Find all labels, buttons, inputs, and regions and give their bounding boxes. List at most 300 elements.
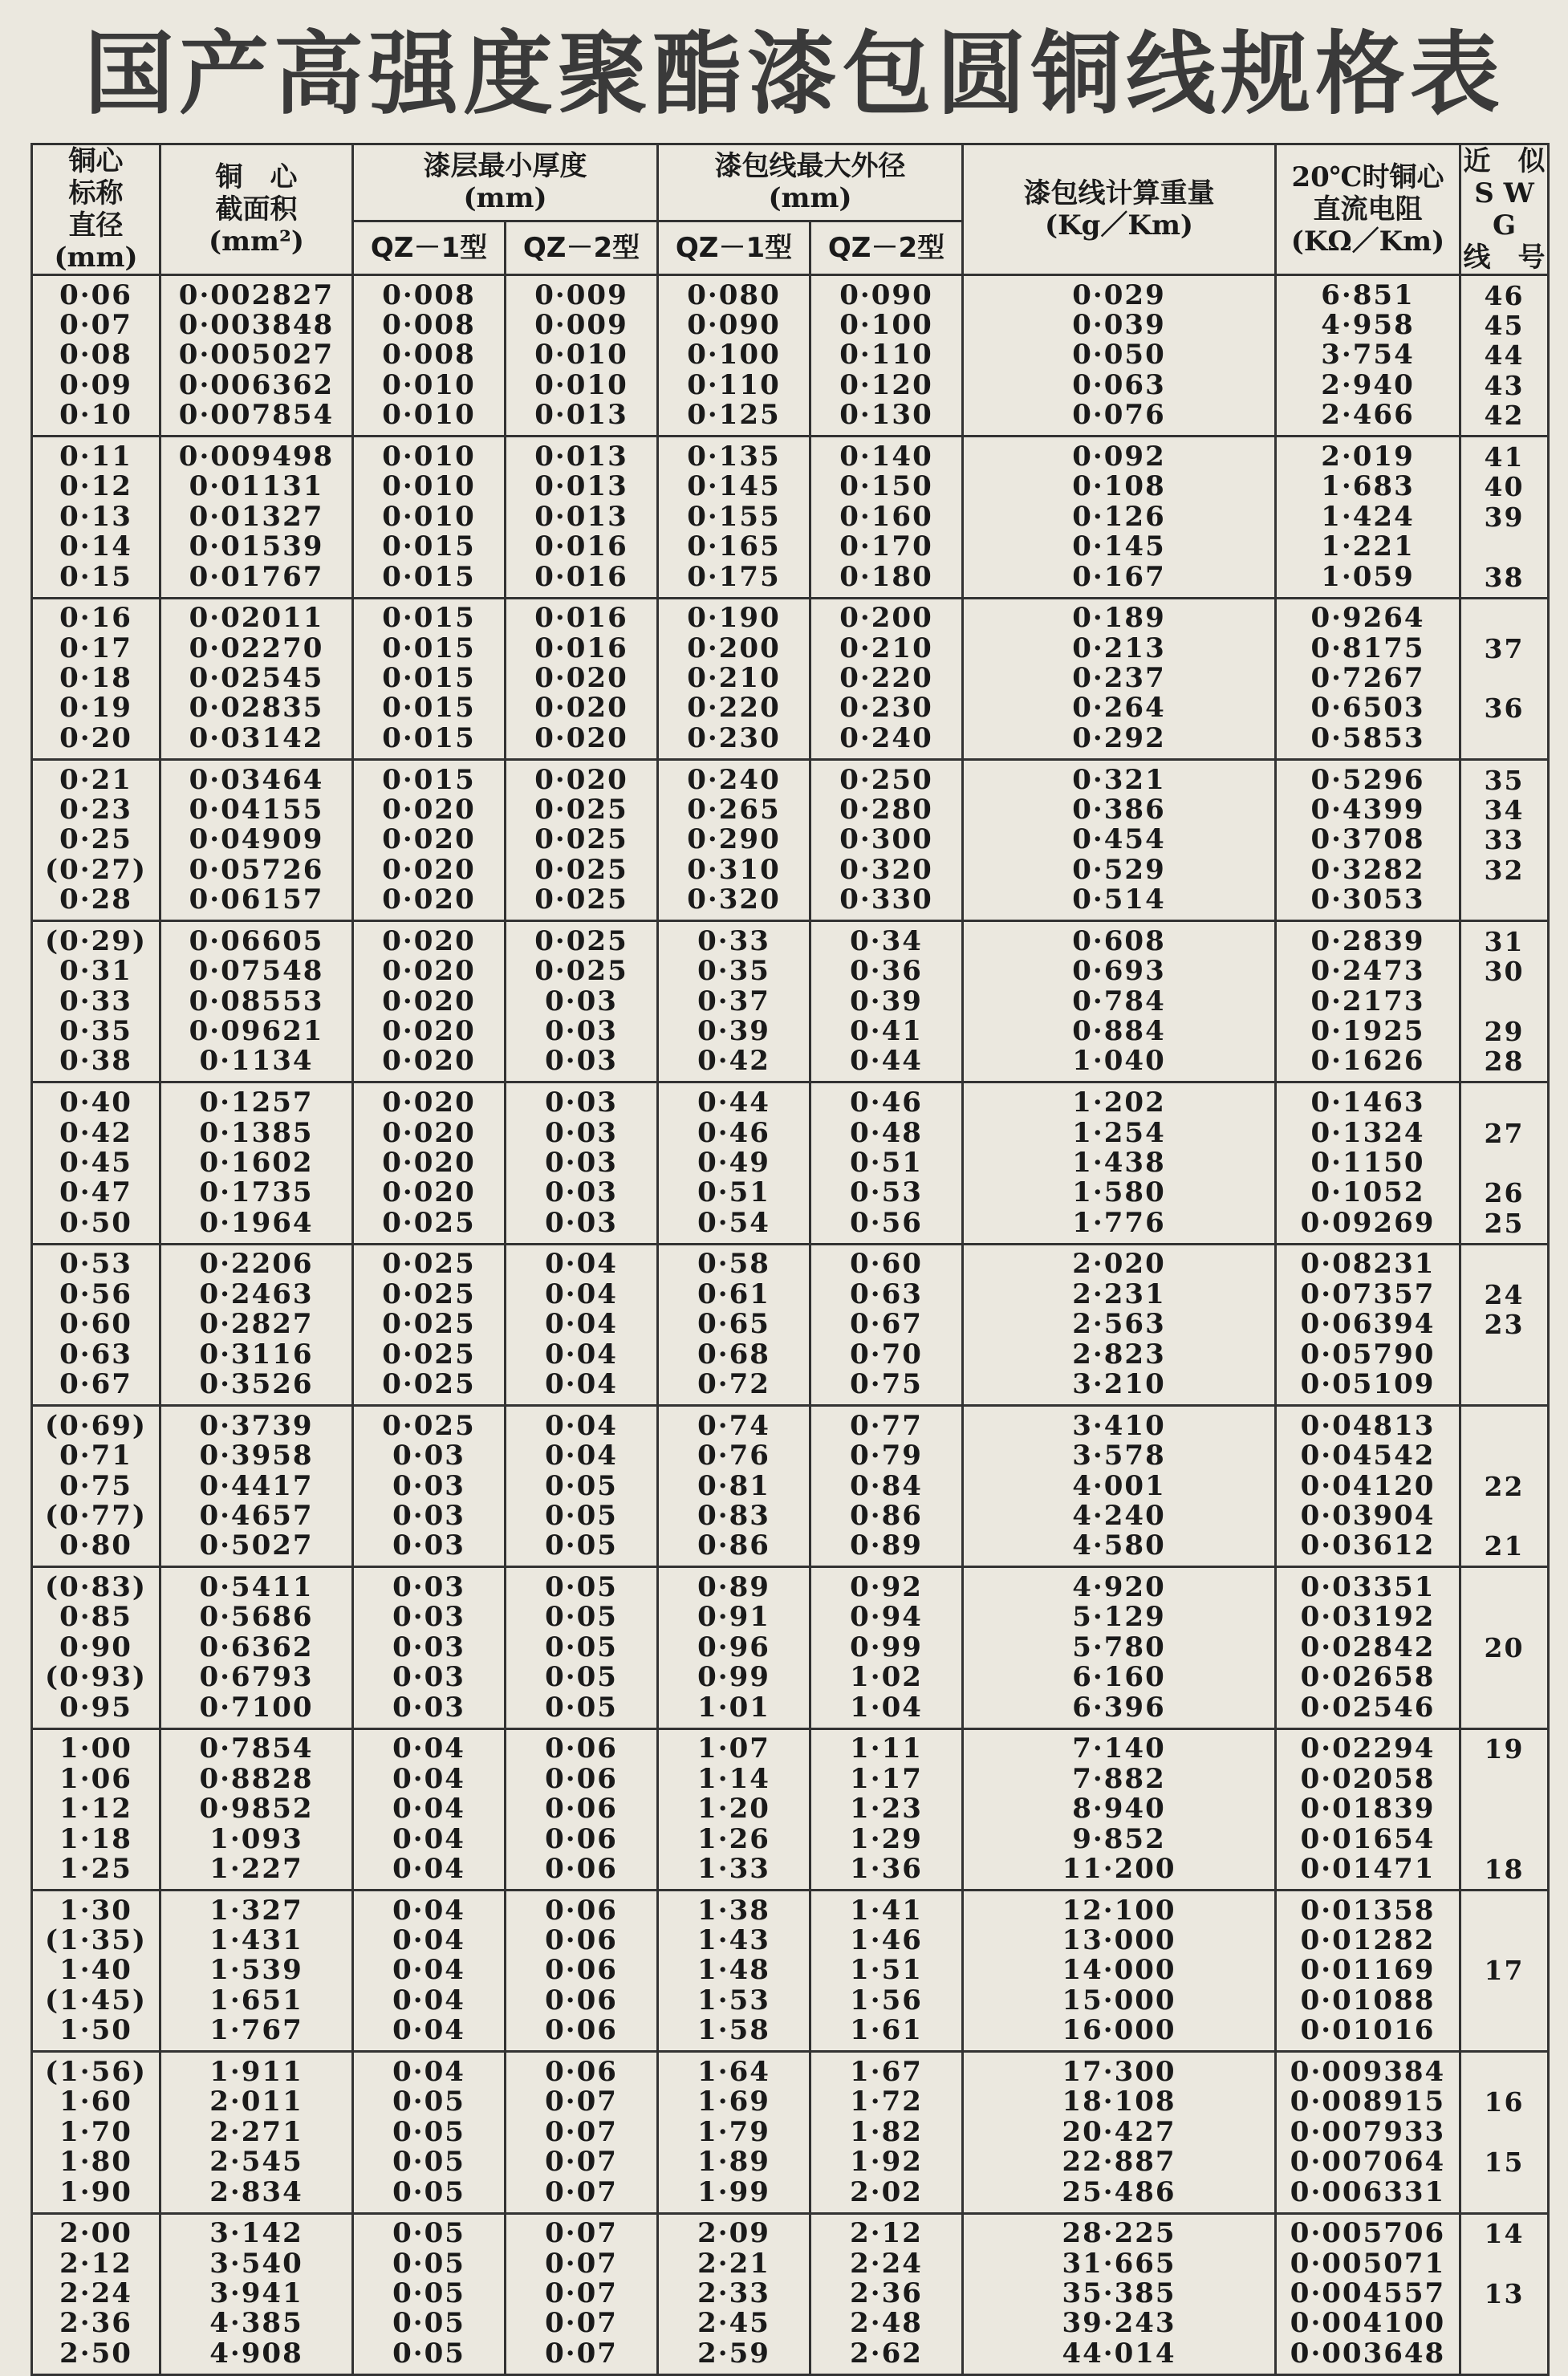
cell-area	[160, 1567, 353, 1728]
outer-qz1-value: 0·230	[687, 721, 781, 754]
outer-qz2-value: 1·11	[850, 1732, 923, 1765]
thickness-qz1-value: 0·020	[382, 793, 476, 826]
thickness-qz1-value: 0·025	[382, 1206, 476, 1239]
thickness-qz1-value: 0·025	[382, 1277, 476, 1310]
thickness-qz2-value: 0·009	[534, 309, 628, 342]
thickness-qz2-value: 0·025	[534, 853, 628, 886]
thickness-qz2-value: 0·06	[545, 1894, 618, 1927]
swg-value: 26	[1484, 1177, 1525, 1209]
thickness-qz2-value: 0·03	[545, 1045, 618, 1078]
thickness-qz2-value: 0·05	[545, 1631, 618, 1663]
outer-qz1-value: 0·51	[697, 1176, 770, 1209]
thickness-qz1-value: 0·03	[392, 1661, 465, 1694]
area-value: 0·1602	[199, 1146, 314, 1179]
swg-value: 45	[1484, 310, 1525, 342]
thickness-qz1-value: 0·03	[392, 1631, 465, 1663]
area-value: 0·1385	[199, 1116, 314, 1149]
thickness-qz1-value: 0·015	[382, 763, 476, 796]
diameter-value: 2·50	[59, 2337, 132, 2370]
cell-outer-qz1	[658, 275, 810, 437]
resistance-value: 0·01282	[1300, 1924, 1436, 1956]
thickness-qz2-value: 0·013	[534, 470, 628, 503]
swg-value	[1461, 1441, 1547, 1471]
diameter-value: 0·50	[59, 1206, 132, 1239]
diameter-value: (1·35)	[45, 1924, 147, 1956]
resistance-value: 4·958	[1321, 309, 1415, 342]
outer-qz2-value: 0·77	[850, 1409, 923, 1442]
outer-qz1-value: 0·210	[687, 662, 781, 695]
outer-qz1-value: 2·45	[697, 2307, 770, 2340]
swg-value: 21	[1484, 1530, 1525, 1562]
outer-qz2-value: 1·17	[850, 1762, 923, 1795]
outer-qz1-value: 0·83	[697, 1499, 770, 1532]
thickness-qz1-value: 0·05	[392, 2175, 465, 2208]
resistance-value: 0·5853	[1310, 721, 1425, 754]
weight-value: 8·940	[1072, 1793, 1166, 1826]
resistance-value: 0·7267	[1310, 662, 1425, 695]
area-value: 1·911	[209, 2055, 303, 2088]
thickness-qz1-value: 0·020	[382, 823, 476, 856]
outer-qz1-value: 1·07	[697, 1732, 770, 1765]
weight-value: 0·237	[1072, 662, 1166, 695]
swg-value	[1461, 1249, 1547, 1279]
diameter-value: 0·53	[59, 1248, 132, 1281]
cell-weight	[963, 437, 1276, 598]
outer-qz2-value: 0·63	[850, 1277, 923, 1310]
outer-qz1-value: 0·200	[687, 632, 781, 664]
thickness-qz2-value: 0·04	[545, 1308, 618, 1341]
area-value: 0·02545	[189, 662, 324, 695]
outer-qz2-value: 0·220	[839, 662, 933, 695]
area-value: 0·5411	[199, 1571, 314, 1603]
area-value: 2·271	[209, 2115, 303, 2148]
outer-qz2-value: 0·86	[850, 1499, 923, 1532]
diameter-value: 0·18	[59, 662, 132, 695]
thickness-qz1-value: 0·025	[382, 1409, 476, 1442]
area-value: 0·7100	[199, 1691, 314, 1724]
cell-swg	[1460, 275, 1549, 437]
weight-value: 0·608	[1072, 924, 1166, 957]
weight-value: 25·486	[1062, 2175, 1176, 2208]
cell-resistance	[1276, 1890, 1460, 2051]
thickness-qz1-value: 0·020	[382, 1015, 476, 1048]
thickness-qz1-value: 0·020	[382, 1086, 476, 1119]
thickness-qz2-value: 0·04	[545, 1338, 618, 1371]
thickness-qz2-value: 0·06	[545, 1954, 618, 1987]
area-value: 0·6362	[199, 1631, 314, 1663]
outer-qz2-value: 1·29	[850, 1822, 923, 1855]
outer-qz2-value: 0·44	[850, 1045, 923, 1078]
cell-outer-qz2	[810, 275, 963, 437]
weight-value: 0·050	[1072, 339, 1166, 372]
thickness-qz2-value: 0·07	[545, 2307, 618, 2340]
outer-qz1-value: 0·39	[697, 1015, 770, 1048]
diameter-value: 0·85	[59, 1601, 132, 1634]
thickness-qz1-value: 0·04	[392, 1852, 465, 1885]
thickness-qz1-value: 0·04	[392, 1954, 465, 1987]
cell-diameter	[32, 2052, 160, 2213]
outer-qz2-value: 0·180	[839, 560, 933, 593]
resistance-value: 0·03192	[1300, 1601, 1436, 1634]
outer-qz2-value: 1·92	[850, 2146, 923, 2179]
thickness-qz1-value: 0·020	[382, 985, 476, 1017]
thickness-qz2-value: 0·05	[545, 1529, 618, 1562]
swg-value: 43	[1484, 369, 1525, 401]
weight-value: 5·780	[1072, 1631, 1166, 1663]
cell-swg	[1460, 437, 1549, 598]
swg-value: 38	[1484, 561, 1525, 593]
diameter-value: 1·30	[59, 1894, 132, 1927]
resistance-value: 6·851	[1321, 278, 1415, 311]
resistance-value: 0·8175	[1310, 632, 1425, 664]
swg-value: 15	[1484, 2147, 1525, 2179]
outer-qz2-value: 0·51	[850, 1146, 923, 1179]
outer-qz1-value: 2·09	[697, 2217, 770, 2250]
outer-qz1-value: 0·99	[697, 1661, 770, 1694]
diameter-value: 0·45	[59, 1146, 132, 1179]
table-row-group	[32, 1082, 1549, 1244]
outer-qz2-value: 0·210	[839, 632, 933, 664]
thickness-qz1-value: 0·020	[382, 853, 476, 886]
outer-qz2-value: 0·41	[850, 1015, 923, 1048]
swg-value: 20	[1484, 1631, 1525, 1663]
cell-diameter	[32, 1890, 160, 2051]
resistance-value: 0·003648	[1290, 2337, 1446, 2370]
diameter-value: 1·25	[59, 1852, 132, 1885]
outer-qz2-value: 0·230	[839, 692, 933, 725]
outer-qz1-value: 1·33	[697, 1852, 770, 1885]
area-value: 0·002827	[178, 278, 335, 311]
diameter-value: 0·07	[59, 309, 132, 342]
area-value: 4·908	[209, 2337, 303, 2370]
cell-weight	[963, 1244, 1276, 1405]
resistance-value: 0·01016	[1300, 2014, 1436, 2047]
thickness-qz1-value: 0·020	[382, 1176, 476, 1209]
header-resistance: 20℃时铜心 直流电阻 (KΩ／Km)	[1276, 144, 1460, 275]
outer-qz2-value: 0·79	[850, 1440, 923, 1472]
thickness-qz1-value: 0·015	[382, 530, 476, 563]
resistance-value: 0·09269	[1300, 1206, 1436, 1239]
cell-area	[160, 759, 353, 920]
resistance-value: 0·1150	[1310, 1146, 1425, 1179]
outer-qz1-value: 0·86	[697, 1529, 770, 1562]
thickness-qz1-value: 0·025	[382, 1338, 476, 1371]
resistance-value: 0·4399	[1310, 793, 1425, 826]
thickness-qz2-value: 0·04	[545, 1368, 618, 1401]
outer-qz2-value: 0·120	[839, 368, 933, 401]
diameter-value: 0·23	[59, 793, 132, 826]
outer-qz1-value: 0·72	[697, 1368, 770, 1401]
outer-qz2-value: 0·160	[839, 500, 933, 533]
outer-qz2-value: 1·46	[850, 1924, 923, 1956]
outer-qz2-value: 0·140	[839, 440, 933, 473]
cell-diameter	[32, 2213, 160, 2374]
swg-value	[1461, 603, 1547, 633]
thickness-qz1-value: 0·03	[392, 1440, 465, 1472]
swg-value: 14	[1484, 2218, 1525, 2250]
cell-thickness-qz1	[353, 2213, 506, 2374]
outer-qz1-value: 1·69	[697, 2086, 770, 2118]
thickness-qz2-value: 0·06	[545, 1924, 618, 1956]
cell-area	[160, 2052, 353, 2213]
outer-qz1-value: 2·59	[697, 2337, 770, 2370]
outer-qz1-value: 0·310	[687, 853, 781, 886]
thickness-qz2-value: 0·025	[534, 793, 628, 826]
cell-resistance	[1276, 759, 1460, 920]
swg-value	[1461, 532, 1547, 562]
outer-qz2-value: 0·60	[850, 1248, 923, 1281]
thickness-qz1-value: 0·015	[382, 721, 476, 754]
thickness-qz2-value: 0·06	[545, 1762, 618, 1795]
cell-outer-qz2	[810, 1244, 963, 1405]
area-value: 0·9852	[199, 1793, 314, 1826]
thickness-qz2-value: 0·04	[545, 1248, 618, 1281]
weight-value: 1·040	[1072, 1045, 1166, 1078]
resistance-value: 0·01839	[1300, 1793, 1436, 1826]
outer-qz1-value: 0·58	[697, 1248, 770, 1281]
thickness-qz1-value: 0·05	[392, 2146, 465, 2179]
thickness-qz2-value: 0·020	[534, 692, 628, 725]
cell-thickness-qz2	[506, 598, 658, 759]
outer-qz1-value: 0·290	[687, 823, 781, 856]
thickness-qz1-value: 0·015	[382, 662, 476, 695]
weight-value: 44·014	[1062, 2337, 1176, 2370]
thickness-qz1-value: 0·015	[382, 692, 476, 725]
weight-value: 0·063	[1072, 368, 1166, 401]
area-value: 4·385	[209, 2307, 303, 2340]
cell-outer-qz1	[658, 1567, 810, 1728]
resistance-value: 0·004557	[1290, 2277, 1446, 2310]
weight-value: 20·427	[1062, 2115, 1176, 2148]
swg-value	[1461, 2339, 1547, 2369]
thickness-qz2-value: 0·013	[534, 399, 628, 432]
outer-qz1-value: 1·58	[697, 2014, 770, 2047]
cell-swg	[1460, 1567, 1549, 1728]
weight-value: 1·438	[1072, 1146, 1166, 1179]
subheader-thickness-qz1: QZ－1型	[353, 221, 506, 274]
cell-outer-qz1	[658, 2052, 810, 2213]
cell-diameter	[32, 598, 160, 759]
thickness-qz1-value: 0·03	[392, 1499, 465, 1532]
outer-qz1-value: 1·14	[697, 1762, 770, 1795]
outer-qz1-value: 0·37	[697, 985, 770, 1017]
diameter-value: 0·13	[59, 500, 132, 533]
cell-thickness-qz1	[353, 1082, 506, 1244]
weight-value: 0·189	[1072, 602, 1166, 635]
cell-thickness-qz1	[353, 1406, 506, 1567]
outer-qz1-value: 0·125	[687, 399, 781, 432]
diameter-value: 0·12	[59, 470, 132, 503]
diameter-value: 1·06	[59, 1762, 132, 1795]
weight-value: 0·029	[1072, 278, 1166, 311]
outer-qz1-value: 1·89	[697, 2146, 770, 2179]
diameter-value: 0·35	[59, 1015, 132, 1048]
outer-qz2-value: 0·090	[839, 278, 933, 311]
cell-resistance	[1276, 598, 1460, 759]
cell-thickness-qz2	[506, 275, 658, 437]
diameter-value: 1·60	[59, 2086, 132, 2118]
swg-value	[1461, 1765, 1547, 1794]
outer-qz1-value: 0·46	[697, 1116, 770, 1149]
swg-value	[1461, 1602, 1547, 1632]
area-value: 0·1257	[199, 1086, 314, 1119]
outer-qz1-value: 0·42	[697, 1045, 770, 1078]
cell-weight	[963, 1567, 1276, 1728]
diameter-value: 0·20	[59, 721, 132, 754]
diameter-value: 0·28	[59, 883, 132, 916]
cell-resistance	[1276, 1244, 1460, 1405]
cell-weight	[963, 275, 1276, 437]
diameter-value: 0·47	[59, 1176, 132, 1209]
cell-weight	[963, 1890, 1276, 2051]
outer-qz2-value: 2·62	[850, 2337, 923, 2370]
diameter-value: 2·12	[59, 2247, 132, 2280]
weight-value: 1·580	[1072, 1176, 1166, 1209]
cell-outer-qz1	[658, 2213, 810, 2374]
outer-qz1-value: 2·33	[697, 2277, 770, 2310]
cell-diameter	[32, 1406, 160, 1567]
thickness-qz2-value: 0·016	[534, 560, 628, 593]
cell-resistance	[1276, 2213, 1460, 2374]
cell-weight	[963, 2052, 1276, 2213]
outer-qz1-value: 0·320	[687, 883, 781, 916]
outer-qz2-value: 0·240	[839, 721, 933, 754]
thickness-qz2-value: 0·07	[545, 2175, 618, 2208]
thickness-qz2-value: 0·06	[545, 1793, 618, 1826]
cell-resistance	[1276, 275, 1460, 437]
diameter-value: 1·12	[59, 1793, 132, 1826]
resistance-value: 0·9264	[1310, 602, 1425, 635]
outer-qz1-value: 1·79	[697, 2115, 770, 2148]
swg-value	[1461, 1896, 1547, 1926]
weight-value: 0·884	[1072, 1015, 1166, 1048]
area-value: 1·431	[209, 1924, 303, 1956]
outer-qz1-value: 0·165	[687, 530, 781, 563]
table-row-group	[32, 2052, 1549, 2213]
outer-qz1-value: 0·74	[697, 1409, 770, 1442]
resistance-value: 0·05109	[1300, 1368, 1436, 1401]
resistance-value: 0·01654	[1300, 1822, 1436, 1855]
resistance-value: 0·01358	[1300, 1894, 1436, 1927]
cell-thickness-qz2	[506, 1244, 658, 1405]
outer-qz1-value: 2·21	[697, 2247, 770, 2280]
thickness-qz2-value: 0·025	[534, 924, 628, 957]
diameter-value: 0·71	[59, 1440, 132, 1472]
outer-qz2-value: 2·36	[850, 2277, 923, 2310]
area-value: 0·06605	[189, 924, 324, 957]
cell-resistance	[1276, 437, 1460, 598]
cell-area	[160, 2213, 353, 2374]
outer-qz2-value: 1·61	[850, 2014, 923, 2047]
swg-value: 46	[1484, 279, 1525, 311]
swg-value: 23	[1484, 1309, 1525, 1341]
outer-qz2-value: 0·39	[850, 985, 923, 1017]
resistance-value: 0·008915	[1290, 2086, 1446, 2118]
thickness-qz1-value: 0·04	[392, 1732, 465, 1765]
area-value: 0·1964	[199, 1206, 314, 1239]
cell-weight	[963, 921, 1276, 1082]
swg-value: 16	[1484, 2086, 1525, 2118]
swg-value	[1461, 1148, 1547, 1178]
diameter-value: 0·11	[59, 440, 132, 473]
cell-thickness-qz2	[506, 2213, 658, 2374]
diameter-value: (0·27)	[45, 853, 147, 886]
thickness-qz2-value: 0·05	[545, 1499, 618, 1532]
outer-qz2-value: 1·02	[850, 1661, 923, 1694]
outer-qz2-value: 2·12	[850, 2217, 923, 2250]
thickness-qz2-value: 0·05	[545, 1571, 618, 1603]
outer-qz1-value: 0·76	[697, 1440, 770, 1472]
weight-value: 39·243	[1062, 2307, 1176, 2340]
cell-outer-qz2	[810, 598, 963, 759]
table-row-group	[32, 1567, 1549, 1728]
diameter-value: 2·00	[59, 2217, 132, 2250]
weight-value: 3·578	[1072, 1440, 1166, 1472]
area-value: 1·539	[209, 1954, 303, 1987]
weight-value: 13·000	[1062, 1924, 1176, 1956]
weight-value: 16·000	[1062, 2014, 1176, 2047]
resistance-value: 0·01088	[1300, 1984, 1436, 2017]
diameter-value: (0·93)	[45, 1661, 147, 1694]
thickness-qz1-value: 0·03	[392, 1469, 465, 1502]
wire-spec-table	[30, 143, 1550, 2376]
resistance-value: 0·2173	[1310, 985, 1425, 1017]
outer-qz2-value: 1·67	[850, 2055, 923, 2088]
table-row-group	[32, 598, 1549, 759]
area-value: 0·3958	[199, 1440, 314, 1472]
cell-weight	[963, 1406, 1276, 1567]
thickness-qz1-value: 0·020	[382, 883, 476, 916]
area-value: 0·02270	[189, 632, 324, 664]
thickness-qz1-value: 0·05	[392, 2217, 465, 2250]
area-value: 0·2206	[199, 1248, 314, 1281]
cell-outer-qz1	[658, 1082, 810, 1244]
outer-qz2-value: 2·02	[850, 2175, 923, 2208]
area-value: 0·02835	[189, 692, 324, 725]
header-diameter: 铜心 标称 直径 (mm)	[32, 144, 160, 275]
cell-resistance	[1276, 1728, 1460, 1890]
swg-value: 28	[1484, 1046, 1525, 1078]
swg-value	[1461, 1411, 1547, 1441]
thickness-qz1-value: 0·010	[382, 440, 476, 473]
outer-qz1-value: 0·155	[687, 500, 781, 533]
resistance-value: 0·02546	[1300, 1691, 1436, 1724]
table-row-group	[32, 1890, 1549, 2051]
cell-outer-qz2	[810, 1082, 963, 1244]
thickness-qz2-value: 0·016	[534, 530, 628, 563]
outer-qz2-value: 0·53	[850, 1176, 923, 1209]
thickness-qz1-value: 0·008	[382, 309, 476, 342]
resistance-value: 0·1925	[1310, 1015, 1425, 1048]
outer-qz2-value: 0·330	[839, 883, 933, 916]
area-value: 0·03142	[189, 721, 324, 754]
thickness-qz1-value: 0·04	[392, 1762, 465, 1795]
outer-qz2-value: 0·99	[850, 1631, 923, 1663]
thickness-qz1-value: 0·025	[382, 1308, 476, 1341]
area-value: 2·834	[209, 2175, 303, 2208]
swg-value: 36	[1484, 692, 1525, 725]
resistance-value: 0·3282	[1310, 853, 1425, 886]
resistance-value: 0·004100	[1290, 2307, 1446, 2340]
diameter-value: 0·16	[59, 602, 132, 635]
cell-area	[160, 921, 353, 1082]
resistance-value: 0·01471	[1300, 1852, 1436, 1885]
resistance-value: 0·04813	[1300, 1409, 1436, 1442]
swg-value	[1461, 2249, 1547, 2279]
outer-qz1-value: 0·145	[687, 470, 781, 503]
cell-weight	[963, 1728, 1276, 1890]
cell-thickness-qz1	[353, 1567, 506, 1728]
